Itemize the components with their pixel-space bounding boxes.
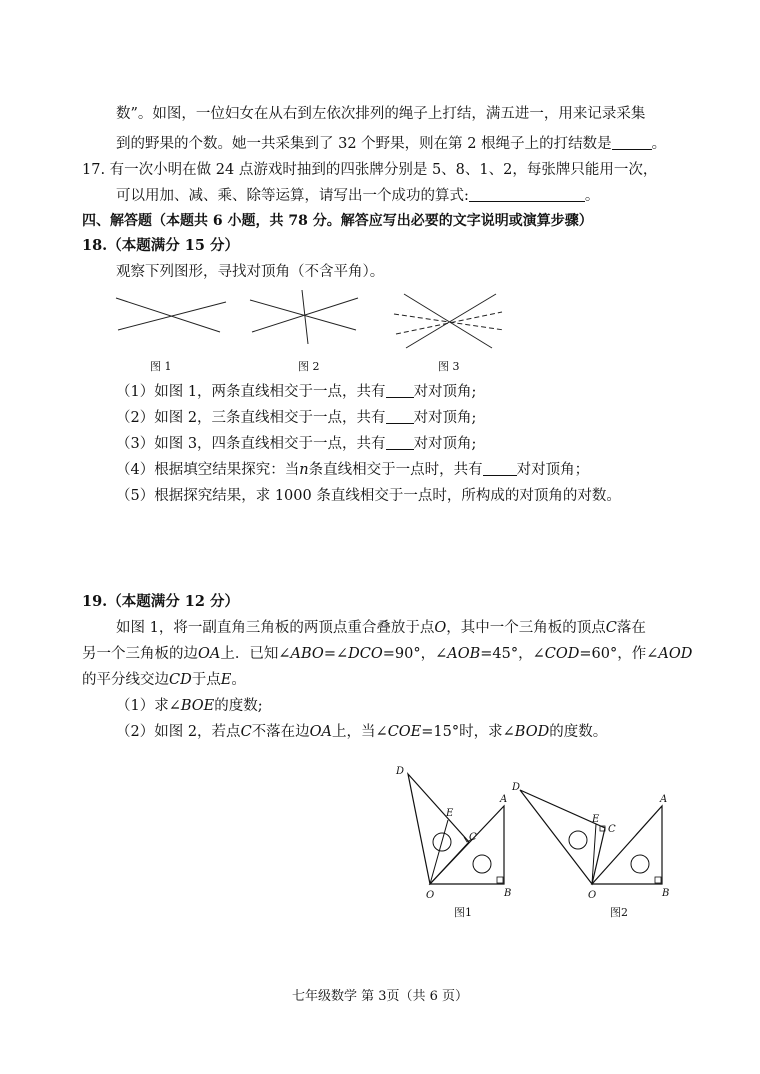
q19-fig2-caption: 图2 [610,906,628,919]
fig1-label-c: C [469,832,477,843]
fig2-label-c: C [608,824,616,835]
fig2-hole-left [569,831,587,849]
q19-p2-b: 不落在边 [251,724,310,740]
fig2-hole-right [631,855,649,873]
q18-p2-end: 对对顶角; [413,410,477,426]
q19-fig1-caption: 图1 [454,906,472,919]
q19-line3 [82,670,246,690]
fig3-line-d [406,294,496,348]
q19-l3-e: E [220,672,232,688]
q18-figure-3 [392,290,512,350]
q19-l2-abo: ABO [290,646,324,662]
q19-p2-coe: COE [387,724,422,740]
q18-number: 18. [82,237,108,254]
q18-p4-blank[interactable] [483,461,517,476]
q18-part4 [116,460,589,480]
q19-figure-1 [394,762,524,902]
q19-l3-c: 。 [231,672,246,688]
q19-p2-bod: BOD [514,724,550,740]
fig2-label-b: B [662,888,670,899]
q19-part2 [116,722,607,742]
q18-p2-blank[interactable] [386,409,414,424]
fig2-label-d: D [512,782,521,793]
q19-p1-boe: BOE [180,698,215,714]
q19-number: 19. [82,593,108,610]
fig2-triangle-oba [592,806,662,884]
q19-p2-f: 的度数。 [549,724,608,740]
q18-p2-text: （2）如图 2，三条直线相交于一点，共有 [116,410,386,426]
fig1-label-o: O [426,890,435,901]
fig3-caption: 图 3 [438,360,460,373]
q19-l1-o: O [434,620,447,636]
q18-p4-n: n [299,462,309,478]
q19-line2 [82,644,692,664]
q19-p2-d: 上，当∠ [332,724,388,740]
q18-part2 [116,408,476,428]
q19-p1-b: 的度数; [214,698,263,714]
fig3-line-b [396,312,502,334]
fig1-right-angle-b [497,877,503,883]
q17-line2 [116,186,599,206]
q18-header [82,236,239,256]
q19-part1 [116,696,263,716]
q19-p2-c: C [240,724,252,740]
q17-text2: 可以用加、减、乘、除等运算，请写出一个成功的算式: [116,188,469,204]
fig2-line-a [250,300,356,330]
fig1-label-a: A [500,794,508,805]
q17-text: 有一次小明在做 24 点游戏时抽到的四张牌分别是 5、8、1、2，每张牌只能用一次， [109,162,658,178]
q18-figure-2 [246,290,366,350]
q18-p1-blank[interactable] [386,383,414,398]
q19-l2-oa: OA [198,646,221,662]
fig3-line-c [404,294,492,348]
q17-end: 。 [584,188,600,204]
q19-line1 [116,618,646,638]
q18-intro: 观察下列图形，寻找对顶角（不含平角）。 [116,264,385,280]
fig2-label-e: E [592,814,600,825]
q18-p1-end: 对对顶角; [413,384,477,400]
q18-p1-text: （1）如图 1，两条直线相交于一点，共有 [116,384,386,400]
q19-p2-oa: OA [309,724,333,740]
fig1-label-d: D [396,766,405,777]
q18-score: （本题满分 15 分） [107,237,240,254]
q18-p4-text: （4）根据填空结果探究：当 [116,462,300,478]
q19-l2-aod: AOD [658,646,693,662]
q19-header [82,592,239,612]
q19-l2-c: =∠ [323,646,349,662]
fig2-label-a: A [660,794,668,805]
q19-l2-aob: AOB [447,646,481,662]
q17-number: 17. [82,162,106,178]
q19-l2-b: 上．已知∠ [220,646,291,662]
q19-l3-b: 于点 [191,672,221,688]
q16-line2 [116,134,666,154]
q17-line1 [82,160,657,180]
fig2-line-c [302,290,308,344]
q18-p3-blank[interactable] [386,435,414,450]
q16-text: 到的野果的个数。她一共采集到了 32 个野果，则在第 2 根绳子上的打结数是 [116,136,612,152]
q19-l2-e: =45°，∠ [480,646,545,662]
q19-figure-2 [512,762,682,902]
fig1-triangle-dco [408,774,469,884]
q18-p4-mid: 条直线相交于一点时，共有 [308,462,483,478]
fig1-label-b: B [504,888,512,899]
q19-l2-d: =90°，∠ [382,646,448,662]
q19-l1-c: C [605,620,617,636]
q18-figure-1 [112,290,232,350]
q18-part5: （5）根据探究结果，求 1000 条直线相交于一点时，所构成的对顶角的对数。 [116,488,621,504]
q18-part3 [116,434,476,454]
q19-l2-a: 另一个三角板的边 [82,646,198,662]
q19-l1-d: 落在 [616,620,646,636]
q19-l1-b: ，其中一个三角板的顶点 [446,620,606,636]
q19-l2-f: =60°，作∠ [579,646,659,662]
q17-answer-blank[interactable] [469,187,585,202]
fig1-label-e: E [446,808,454,819]
page-footer: 七年级数学 第 3页（共 6 页） [291,989,469,1004]
q16-end: 。 [651,136,667,152]
fig2-right-angle-b [655,877,661,883]
q18-p4-end: 对对顶角； [516,462,590,478]
fig2-caption: 图 2 [298,360,320,373]
q19-l3-a: 的平分线交边 [82,672,169,688]
fig1-hole-right [473,855,491,873]
fig2-triangle-dco [520,790,605,884]
q16-answer-blank[interactable] [612,135,652,150]
q19-p2-e: =15°时，求∠ [421,724,515,740]
section-heading: 四、解答题（本题共 6 小题，共 78 分。解答应写出必要的文字说明或演算步骤） [82,213,593,229]
q19-l3-cd: CD [169,672,192,688]
fig2-label-o: O [588,890,597,901]
fig1-caption: 图 1 [150,360,172,373]
q19-p2-a: （2）如图 2，若点 [116,724,241,740]
q19-l2-cod: COD [544,646,580,662]
fig1-line-b [118,302,226,330]
q18-p3-text: （3）如图 3，四条直线相交于一点，共有 [116,436,386,452]
q19-score: （本题满分 12 分） [107,593,240,610]
q19-l2-dco: DCO [348,646,383,662]
q18-p3-end: 对对顶角; [413,436,477,452]
q18-part1 [116,382,476,402]
q19-l1-a: 如图 1，将一副直角三角板的两顶点重合叠放于点 [116,620,435,636]
q16-line1: 数”。如图，一位妇女在从右到左依次排列的绳子上打结，满五进一，用来记录采集 [116,106,646,122]
q19-p1-a: （1）求∠ [116,698,181,714]
